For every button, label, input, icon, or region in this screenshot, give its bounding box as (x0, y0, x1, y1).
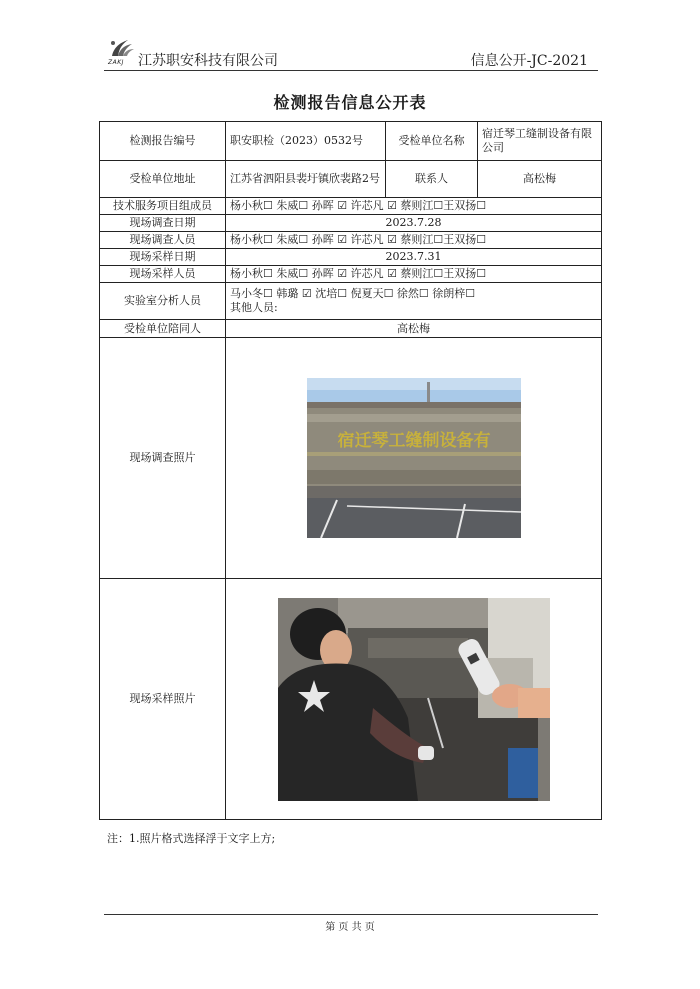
table-row (100, 283, 602, 320)
team-label: 技术服务项目组成员 (100, 198, 226, 215)
logo-text: ZAKJ (108, 59, 124, 66)
lab-value-line1: 马小冬☐ 韩璐 ☑ 沈培☐ 倪夏天☐ 徐然☐ 徐朗梓☐ (230, 287, 476, 300)
sampling-staff-value: 杨小秋☐ 朱威☐ 孙晖 ☑ 许芯凡 ☑ 蔡则江☐王双扬☐ (226, 266, 602, 283)
page-header (104, 34, 598, 71)
info-table (99, 121, 602, 820)
table-row (100, 161, 602, 198)
worker-sampling-image (278, 598, 550, 801)
footer-note: 注：1.照片格式选择浮于文字上方; (107, 832, 276, 845)
sampling-date-label: 现场采样日期 (100, 249, 226, 266)
table-row (100, 338, 602, 579)
table-row (100, 249, 602, 266)
table-row (100, 266, 602, 283)
contact-value: 高松梅 (478, 161, 602, 198)
page-title: 检测报告信息公开表 (273, 93, 427, 112)
team-value: 杨小秋☐ 朱威☐ 孙晖 ☑ 许芯凡 ☑ 蔡则江☐王双扬☐ (226, 198, 602, 215)
address-value: 江苏省泗阳县裴圩镇欣裴路2号 (226, 161, 386, 198)
lab-label: 实验室分析人员 (100, 283, 226, 320)
survey-photo-cell (226, 338, 602, 579)
escort-value: 高松梅 (226, 320, 602, 338)
sampling-photo-label: 现场采样照片 (100, 579, 226, 820)
table-row (100, 215, 602, 232)
survey-photo (307, 378, 521, 538)
lab-value-line2: 其他人员: (230, 301, 278, 314)
survey-staff-label: 现场调查人员 (100, 232, 226, 249)
sampling-photo-cell (226, 579, 602, 820)
table-row (100, 579, 602, 820)
company-name: 江苏职安科技有限公司 (138, 53, 278, 69)
table-row (100, 198, 602, 215)
survey-date-value: 2023.7.28 (226, 215, 602, 232)
sampling-photo (278, 598, 550, 801)
unit-name-label: 受检单位名称 (386, 122, 478, 161)
escort-label: 受检单位陪同人 (100, 320, 226, 338)
footer-divider (104, 914, 598, 915)
address-label: 受检单位地址 (100, 161, 226, 198)
survey-photo-label: 现场调查照片 (100, 338, 226, 579)
factory-sign-image (307, 378, 521, 538)
page-number: 第 页 共 页 (325, 922, 375, 933)
survey-date-label: 现场调查日期 (100, 215, 226, 232)
report-no-value: 职安职检（2023）0532号 (226, 122, 386, 161)
lab-value (226, 283, 602, 320)
sign-text: 宿迁琴工缝制设备有 (337, 431, 490, 451)
table-row (100, 122, 602, 161)
sampling-staff-label: 现场采样人员 (100, 266, 226, 283)
contact-label: 联系人 (386, 161, 478, 198)
report-no-label: 检测报告编号 (100, 122, 226, 161)
table-row (100, 320, 602, 338)
unit-name-value: 宿迁琴工缝制设备有限公司 (478, 122, 602, 161)
survey-staff-value: 杨小秋☐ 朱威☐ 孙晖 ☑ 许芯凡 ☑ 蔡则江☐王双扬☐ (226, 232, 602, 249)
document-code: 信息公开-JC-2021 (470, 53, 588, 69)
sampling-date-value: 2023.7.31 (226, 249, 602, 266)
table-row (100, 232, 602, 249)
